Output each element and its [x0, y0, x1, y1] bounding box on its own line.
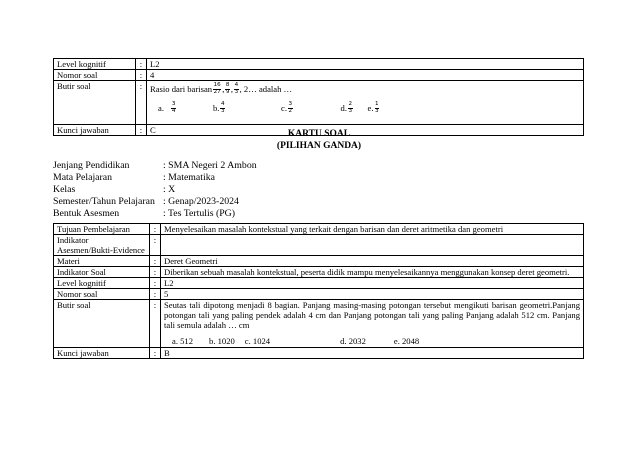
card-subtitle: (PILIHAN GANDA) [276, 141, 362, 151]
indikator-soal-row [54, 267, 584, 278]
butir-row [54, 81, 584, 125]
butir-row [54, 300, 584, 348]
tujuan-label: Tujuan Pembelajaran [54, 224, 150, 235]
indikator-asesmen-row [54, 235, 584, 256]
colon: : [136, 125, 147, 136]
level-label: Level kognitif [54, 59, 136, 70]
indikator-soal-value: Diberikan sebuah masalah kontekstual, peserta didik mampu menyelesaikannya menggunakan konsep deret geometri. [161, 267, 584, 278]
answer-options [150, 101, 580, 115]
materi-value: Deret Geometri [161, 256, 584, 267]
colon: : [136, 59, 147, 70]
kunci-value: C [147, 125, 584, 136]
tujuan-value: Menyelesaikan masalah kontekstual yang terkait dengan barisan dan deret aritmetika dan geometri [161, 224, 584, 235]
option-c: c. 1024 [244, 336, 271, 346]
sequence-fraction-2: $\frac{8}{9}$ [225, 81, 230, 95]
butir-value [161, 300, 584, 348]
identity-block [53, 160, 257, 220]
colon: : [150, 235, 161, 256]
option-e: e. $\frac{1}{3}$ [367, 100, 379, 114]
info-row: Jenjang Pendidikan : SMA Negeri 2 Ambon [53, 160, 257, 171]
card-title: KARTU SOAL [287, 129, 351, 139]
level-row [54, 59, 584, 70]
butir-value [147, 81, 584, 125]
nomor-label: Nomor soal [54, 289, 150, 300]
level-value: L2 [161, 278, 584, 289]
info-row: Bentuk Asesmen : Tes Tertulis (PG) [53, 208, 236, 219]
option-a: a. 512 [172, 336, 194, 346]
colon: : [150, 300, 161, 348]
option-c: c. $\frac{3}{2}$ [281, 100, 293, 114]
nomor-value: 5 [161, 289, 584, 300]
colon: : [150, 348, 161, 359]
butir-label: Butir soal [54, 300, 150, 348]
option-b: b. 1020 [209, 336, 235, 346]
info-row: Semester/Tahun Pelajaran : Genap/2023-2024 [53, 196, 239, 207]
colon: : [150, 256, 161, 267]
option-a: a. $\frac{3}{4}$ [158, 100, 176, 114]
question-stem: Rasio dari barisan $\frac{16}{27}$ , $\frac{8}{9}$ , $\frac{4}{3}$ , 2… adalah … [150, 81, 293, 95]
indikator-asesmen-value [161, 235, 584, 256]
colon: : [150, 289, 161, 300]
kunci-label: Kunci jawaban [54, 125, 136, 136]
question-card-5 [53, 223, 584, 359]
sequence-fraction-3: $\frac{4}{3}$ [234, 81, 239, 95]
sequence-fraction-1: $\frac{16}{27}$ [213, 81, 221, 95]
kunci-row [54, 348, 584, 359]
info-row: Kelas : X [53, 184, 176, 195]
level-label: Level kognitif [54, 278, 150, 289]
indikator-soal-label: Indikator Soal [54, 267, 150, 278]
colon: : [150, 278, 161, 289]
option-e: e. 2048 [393, 336, 420, 346]
option-d: d. $\frac{2}{3}$ [340, 100, 353, 114]
question-stem: Seutas tali dipotong menjadi 8 bagian. Panjang masing-masing potongan tersebut mengikuti barisan geometri.Panjang potongan tali yang paling pendek adalah 4 cm dan Panjang potongan tali yang paling Panjang adalah 512 cm. Panjang tali semula adalah … cm [164, 300, 580, 330]
info-row: Mata Pelajaran : Matematika [53, 172, 215, 183]
butir-label: Butir soal [54, 81, 136, 125]
kunci-label: Kunci jawaban [54, 348, 150, 359]
indikator-asesmen-label: Indikator Asesmen/Bukti-Evidence [54, 235, 150, 256]
colon: : [150, 224, 161, 235]
level-value: L2 [147, 59, 584, 70]
tujuan-row [54, 224, 584, 235]
answer-options [164, 336, 580, 346]
colon: : [136, 70, 147, 81]
kunci-value: B [161, 348, 584, 359]
level-row [54, 278, 584, 289]
question-card-4 [53, 58, 584, 136]
nomor-row [54, 70, 584, 81]
option-d: d. 2032 [340, 336, 366, 346]
colon: : [136, 81, 147, 125]
materi-label: Materi [54, 256, 150, 267]
nomor-row [54, 289, 584, 300]
materi-row [54, 256, 584, 267]
nomor-value: 4 [147, 70, 584, 81]
nomor-label: Nomor soal [54, 70, 136, 81]
option-b: b. $\frac{4}{3}$ [212, 100, 225, 114]
colon: : [150, 267, 161, 278]
